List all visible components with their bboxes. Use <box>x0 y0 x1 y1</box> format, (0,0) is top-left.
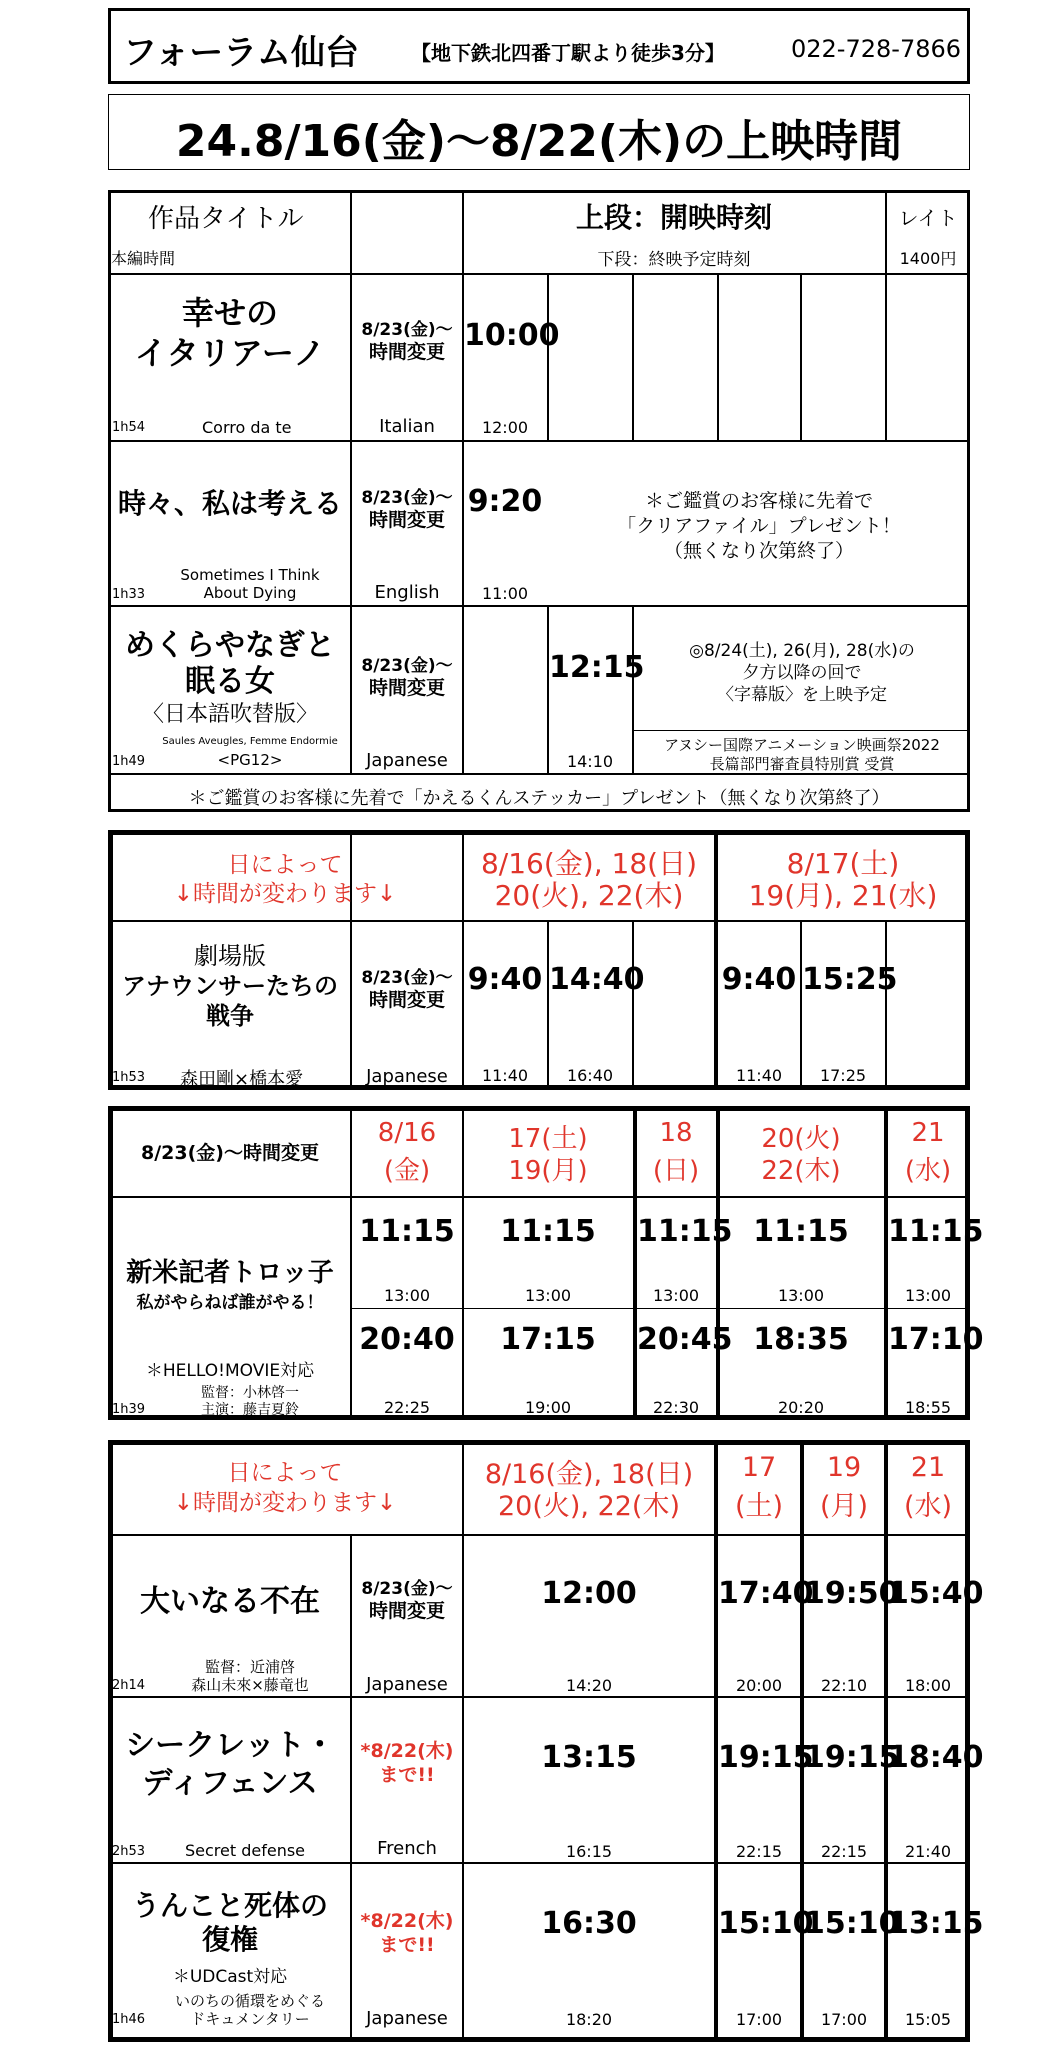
hello-movie-note: ＊HELLO!MOVIE対応 <box>145 1361 315 1381</box>
film-title: 大いなる不在 <box>140 1584 320 1619</box>
showtime-start: 17:10 <box>888 1322 984 1357</box>
showtime-end: 11:00 <box>481 584 529 603</box>
showtime-start: 20:45 <box>637 1322 733 1357</box>
film-original-title: Secret defense <box>185 1841 306 1860</box>
promo-text: ＊ご鑑賞のお客様に先着で <box>644 490 873 512</box>
schedule-note: 8/23(金)～ <box>361 656 453 676</box>
schedule-note-line2: 時間変更 <box>368 1600 445 1622</box>
showtime-start: 17:15 <box>500 1322 596 1357</box>
theater-phone: 022-728-7866 <box>791 35 962 63</box>
film-title-line2: 眠る女 <box>185 664 275 699</box>
showtime-end: 22:15 <box>735 1842 783 1861</box>
film-title: 新米記者トロッ子 <box>126 1258 334 1288</box>
subtitle-info-line3: 〈字幕版〉を上映予定 <box>717 685 887 705</box>
film-runtime: 2h53 <box>112 1844 146 1859</box>
day-header: 17(土) <box>508 1124 588 1154</box>
showtime-end: 16:15 <box>565 1842 613 1861</box>
showtime-end: 11:40 <box>481 1066 529 1085</box>
day-header: 17 <box>741 1452 777 1483</box>
film-runtime: 1h49 <box>112 754 146 769</box>
promo-text-line3: （無くなり次第終了） <box>663 540 854 562</box>
subtitle-info-line2: 夕方以降の回で <box>742 663 862 683</box>
period-banner <box>108 94 970 170</box>
film-director: 監督：近浦啓 <box>204 1658 295 1676</box>
film-title-line2: イタリアーノ <box>134 334 326 372</box>
film-language: English <box>374 582 440 603</box>
showtime-end: 15:05 <box>904 2010 952 2029</box>
showtime-end: 13:00 <box>383 1286 431 1305</box>
showtime-end: 13:00 <box>777 1286 825 1305</box>
showtime-end: 14:20 <box>565 1676 613 1695</box>
film-language: Italian <box>379 416 435 437</box>
film-runtime: 1h33 <box>112 587 146 602</box>
time-varies-note: 日によって <box>227 1460 343 1486</box>
showtime-start: 11:15 <box>888 1214 984 1249</box>
award-text-line2: 長篇部門審査員特別賞 受賞 <box>709 755 895 773</box>
showtime-end: 12:00 <box>481 418 529 437</box>
showtime-end: 18:20 <box>565 2010 613 2029</box>
schedule-note-line2: 時間変更 <box>368 341 445 363</box>
showtime-end: 16:40 <box>566 1066 614 1085</box>
day-header-line2: (月) <box>819 1491 869 1522</box>
day-header-line2: (金) <box>383 1156 431 1186</box>
showtime-start: 9:40 <box>467 962 543 997</box>
film-language: Japanese <box>366 1066 448 1087</box>
showtime-start: 11:15 <box>359 1214 455 1249</box>
showtime-start: 9:40 <box>721 962 797 997</box>
showtime-start: 18:40 <box>888 1740 984 1775</box>
time-varies-note: 日によって <box>227 852 343 878</box>
showtime-start: 18:35 <box>753 1322 849 1357</box>
day-group-b: 8/17(土) <box>786 847 900 880</box>
day-group-a-line2: 20(火), 22(木) <box>494 879 684 912</box>
sticker-promo-note: ＊ご鑑賞のお客様に先着で「かえるくんステッカー」プレゼント（無くなり次第終了） <box>188 788 890 809</box>
showtime-end: 13:00 <box>524 1286 572 1305</box>
day-header: 21 <box>910 1452 946 1483</box>
showtime-start: 13:15 <box>541 1740 637 1775</box>
showtime-end: 22:30 <box>652 1398 700 1417</box>
showtime-start: 11:15 <box>500 1214 596 1249</box>
showtime-start: 19:50 <box>804 1576 900 1611</box>
showtime-start: 10:00 <box>464 318 560 353</box>
day-header: 20(火) <box>761 1124 841 1154</box>
film-runtime: 1h39 <box>112 1402 146 1417</box>
film-original-title: Corro da te <box>202 418 292 437</box>
day-header-line2: (水) <box>904 1156 952 1186</box>
award-text: アヌシー国際アニメーション映画祭2022 <box>664 736 940 754</box>
film-original-title: Saules Aveugles, Femme Endormie <box>162 736 338 747</box>
day-header: 21 <box>911 1118 945 1148</box>
schedule-note: 8/23(金)～ <box>361 488 453 508</box>
day-header-line2: 19(月) <box>508 1156 588 1186</box>
film-subtitle: いのちの循環をめぐる <box>174 1992 325 2010</box>
time-change-note: 8/23(金)～時間変更 <box>141 1142 319 1164</box>
showtime-end: 22:15 <box>820 1842 868 1861</box>
showtime-start: 19:15 <box>718 1740 814 1775</box>
film-title: 幸せの <box>181 294 278 332</box>
film-language: Japanese <box>366 2008 448 2029</box>
theater-header <box>108 8 970 84</box>
day-header-line2: (日) <box>652 1156 700 1186</box>
day-header: 8/16 <box>377 1118 437 1148</box>
day-header-line2: (水) <box>903 1491 953 1522</box>
theater-name: フォーラム仙台 <box>123 33 359 73</box>
title-column-label: 作品タイトル <box>148 204 304 234</box>
film-runtime: 1h53 <box>112 1070 146 1085</box>
late-label: レイト <box>898 206 958 230</box>
showtime-start: 11:15 <box>753 1214 849 1249</box>
film-title-line3: 〈日本語吹替版〉 <box>141 702 318 727</box>
upper-row-label: 上段：開映時刻 <box>575 201 772 234</box>
film-title: 時々、私は考える <box>117 487 342 520</box>
last-day-note: *8/22(木) <box>360 1910 454 1932</box>
last-day-note-line2: まで!! <box>379 1934 435 1956</box>
day-header: 18 <box>659 1118 693 1148</box>
showtime-end: 14:10 <box>566 752 614 771</box>
showtime-start: 14:40 <box>549 962 645 997</box>
showtime-end: 20:20 <box>777 1398 825 1417</box>
showtime-end: 18:00 <box>904 1676 952 1695</box>
last-day-note-line2: まで!! <box>379 1764 435 1786</box>
film-cast: 森田剛×橋本愛 <box>180 1069 304 1090</box>
showtime-start: 13:15 <box>888 1906 984 1941</box>
lower-row-label: 下段：終映予定時刻 <box>597 250 751 270</box>
showtime-end: 22:10 <box>820 1676 868 1695</box>
film-title-line2: 復権 <box>201 1923 258 1956</box>
film-language: Japanese <box>366 1674 448 1695</box>
showtime-end: 17:00 <box>820 2010 868 2029</box>
showtime-end: 22:25 <box>383 1398 431 1417</box>
day-header-line2: 22(木) <box>761 1156 841 1186</box>
film-title: シークレット・ <box>125 1728 335 1763</box>
showtime-end: 17:25 <box>819 1066 867 1085</box>
film-title: めくらやなぎと <box>125 628 335 663</box>
film-original-title-line2: About Dying <box>203 584 297 602</box>
film-runtime: 2h14 <box>112 1678 146 1693</box>
film-subtitle-line2: ドキュメンタリー <box>190 2010 310 2028</box>
schedule-note: 8/23(金)～ <box>361 1579 453 1599</box>
film-director: 監督：小林啓一 <box>201 1385 299 1401</box>
film-title-line3: 戦争 <box>206 1002 254 1030</box>
film-language: Japanese <box>366 750 448 771</box>
showtime-start: 19:15 <box>804 1740 900 1775</box>
schedule-note-line2: 時間変更 <box>368 509 445 531</box>
film-cast: 森山未來×藤竜也 <box>191 1676 309 1694</box>
showtime-start: 15:25 <box>802 962 898 997</box>
showtime-end: 21:40 <box>904 1842 952 1861</box>
film-original-title: Sometimes I Think <box>180 566 320 584</box>
time-varies-note-line2: ↓時間が変わります↓ <box>173 1490 397 1516</box>
film-cast: 主演：藤吉夏鈴 <box>201 1402 299 1418</box>
film-title: 劇場版 <box>194 942 266 970</box>
day-group-b-line2: 19(月), 21(水) <box>748 879 938 912</box>
showtime-start: 9:20 <box>467 484 543 519</box>
showtime-start: 15:40 <box>888 1576 984 1611</box>
showtime-end: 20:00 <box>735 1676 783 1695</box>
showtime-end: 19:00 <box>524 1398 572 1417</box>
schedule-note: 8/23(金)～ <box>361 320 453 340</box>
udcast-note: ＊UDCast対応 <box>172 1967 288 1987</box>
showtime-start: 12:00 <box>541 1576 637 1611</box>
period-title: 24.8/16(金)～8/22(木)の上映時間 <box>175 116 903 167</box>
showtime-end: 13:00 <box>904 1286 952 1305</box>
theater-access: 【地下鉄北四番丁駅より徒歩3分】 <box>411 41 725 65</box>
showtime-start: 15:10 <box>804 1906 900 1941</box>
late-price: 1400円 <box>899 249 957 268</box>
showtime-start: 11:15 <box>637 1214 733 1249</box>
showtime-end: 17:00 <box>735 2010 783 2029</box>
schedule-note-line2: 時間変更 <box>368 677 445 699</box>
film-title-line2: アナウンサーたちの <box>122 972 338 1000</box>
day-group-a: 8/16(金), 18(日) <box>484 1459 694 1490</box>
film-title-line2: ディフェンス <box>142 1766 318 1801</box>
film-language: French <box>377 1838 437 1859</box>
film-runtime: 1h46 <box>112 2012 146 2027</box>
day-group-a: 8/16(金), 18(日) <box>480 847 697 880</box>
promo-text-line2: 「クリアファイル」プレゼント！ <box>617 515 901 537</box>
schedule-note: 8/23(金)～ <box>361 968 453 988</box>
film-rating: <PG12> <box>217 751 283 769</box>
day-header-line2: (土) <box>734 1491 784 1522</box>
showtime-start: 12:15 <box>549 650 645 685</box>
film-runtime: 1h54 <box>112 420 146 435</box>
runtime-column-label: 本編時間 <box>111 249 176 268</box>
subtitle-info: ◎8/24(土), 26(月), 28(水)の <box>689 641 915 661</box>
day-header: 19 <box>826 1452 862 1483</box>
showtime-start: 17:40 <box>718 1576 814 1611</box>
showtime-end: 18:55 <box>904 1398 952 1417</box>
last-day-note: *8/22(木) <box>360 1740 454 1762</box>
showtime-start: 20:40 <box>359 1322 455 1357</box>
film-title: うんこと死体の <box>131 1889 328 1922</box>
showtime-start: 16:30 <box>541 1906 637 1941</box>
day-group-a-line2: 20(火), 22(木) <box>497 1491 680 1522</box>
schedule-note-line2: 時間変更 <box>368 989 445 1011</box>
time-varies-note-line2: ↓時間が変わります↓ <box>173 881 397 907</box>
showtime-end: 13:00 <box>652 1286 700 1305</box>
showtime-end: 11:40 <box>735 1066 783 1085</box>
showtime-start: 15:10 <box>718 1906 814 1941</box>
film-subtitle: 私がやらねば誰がやる！ <box>136 1293 324 1313</box>
